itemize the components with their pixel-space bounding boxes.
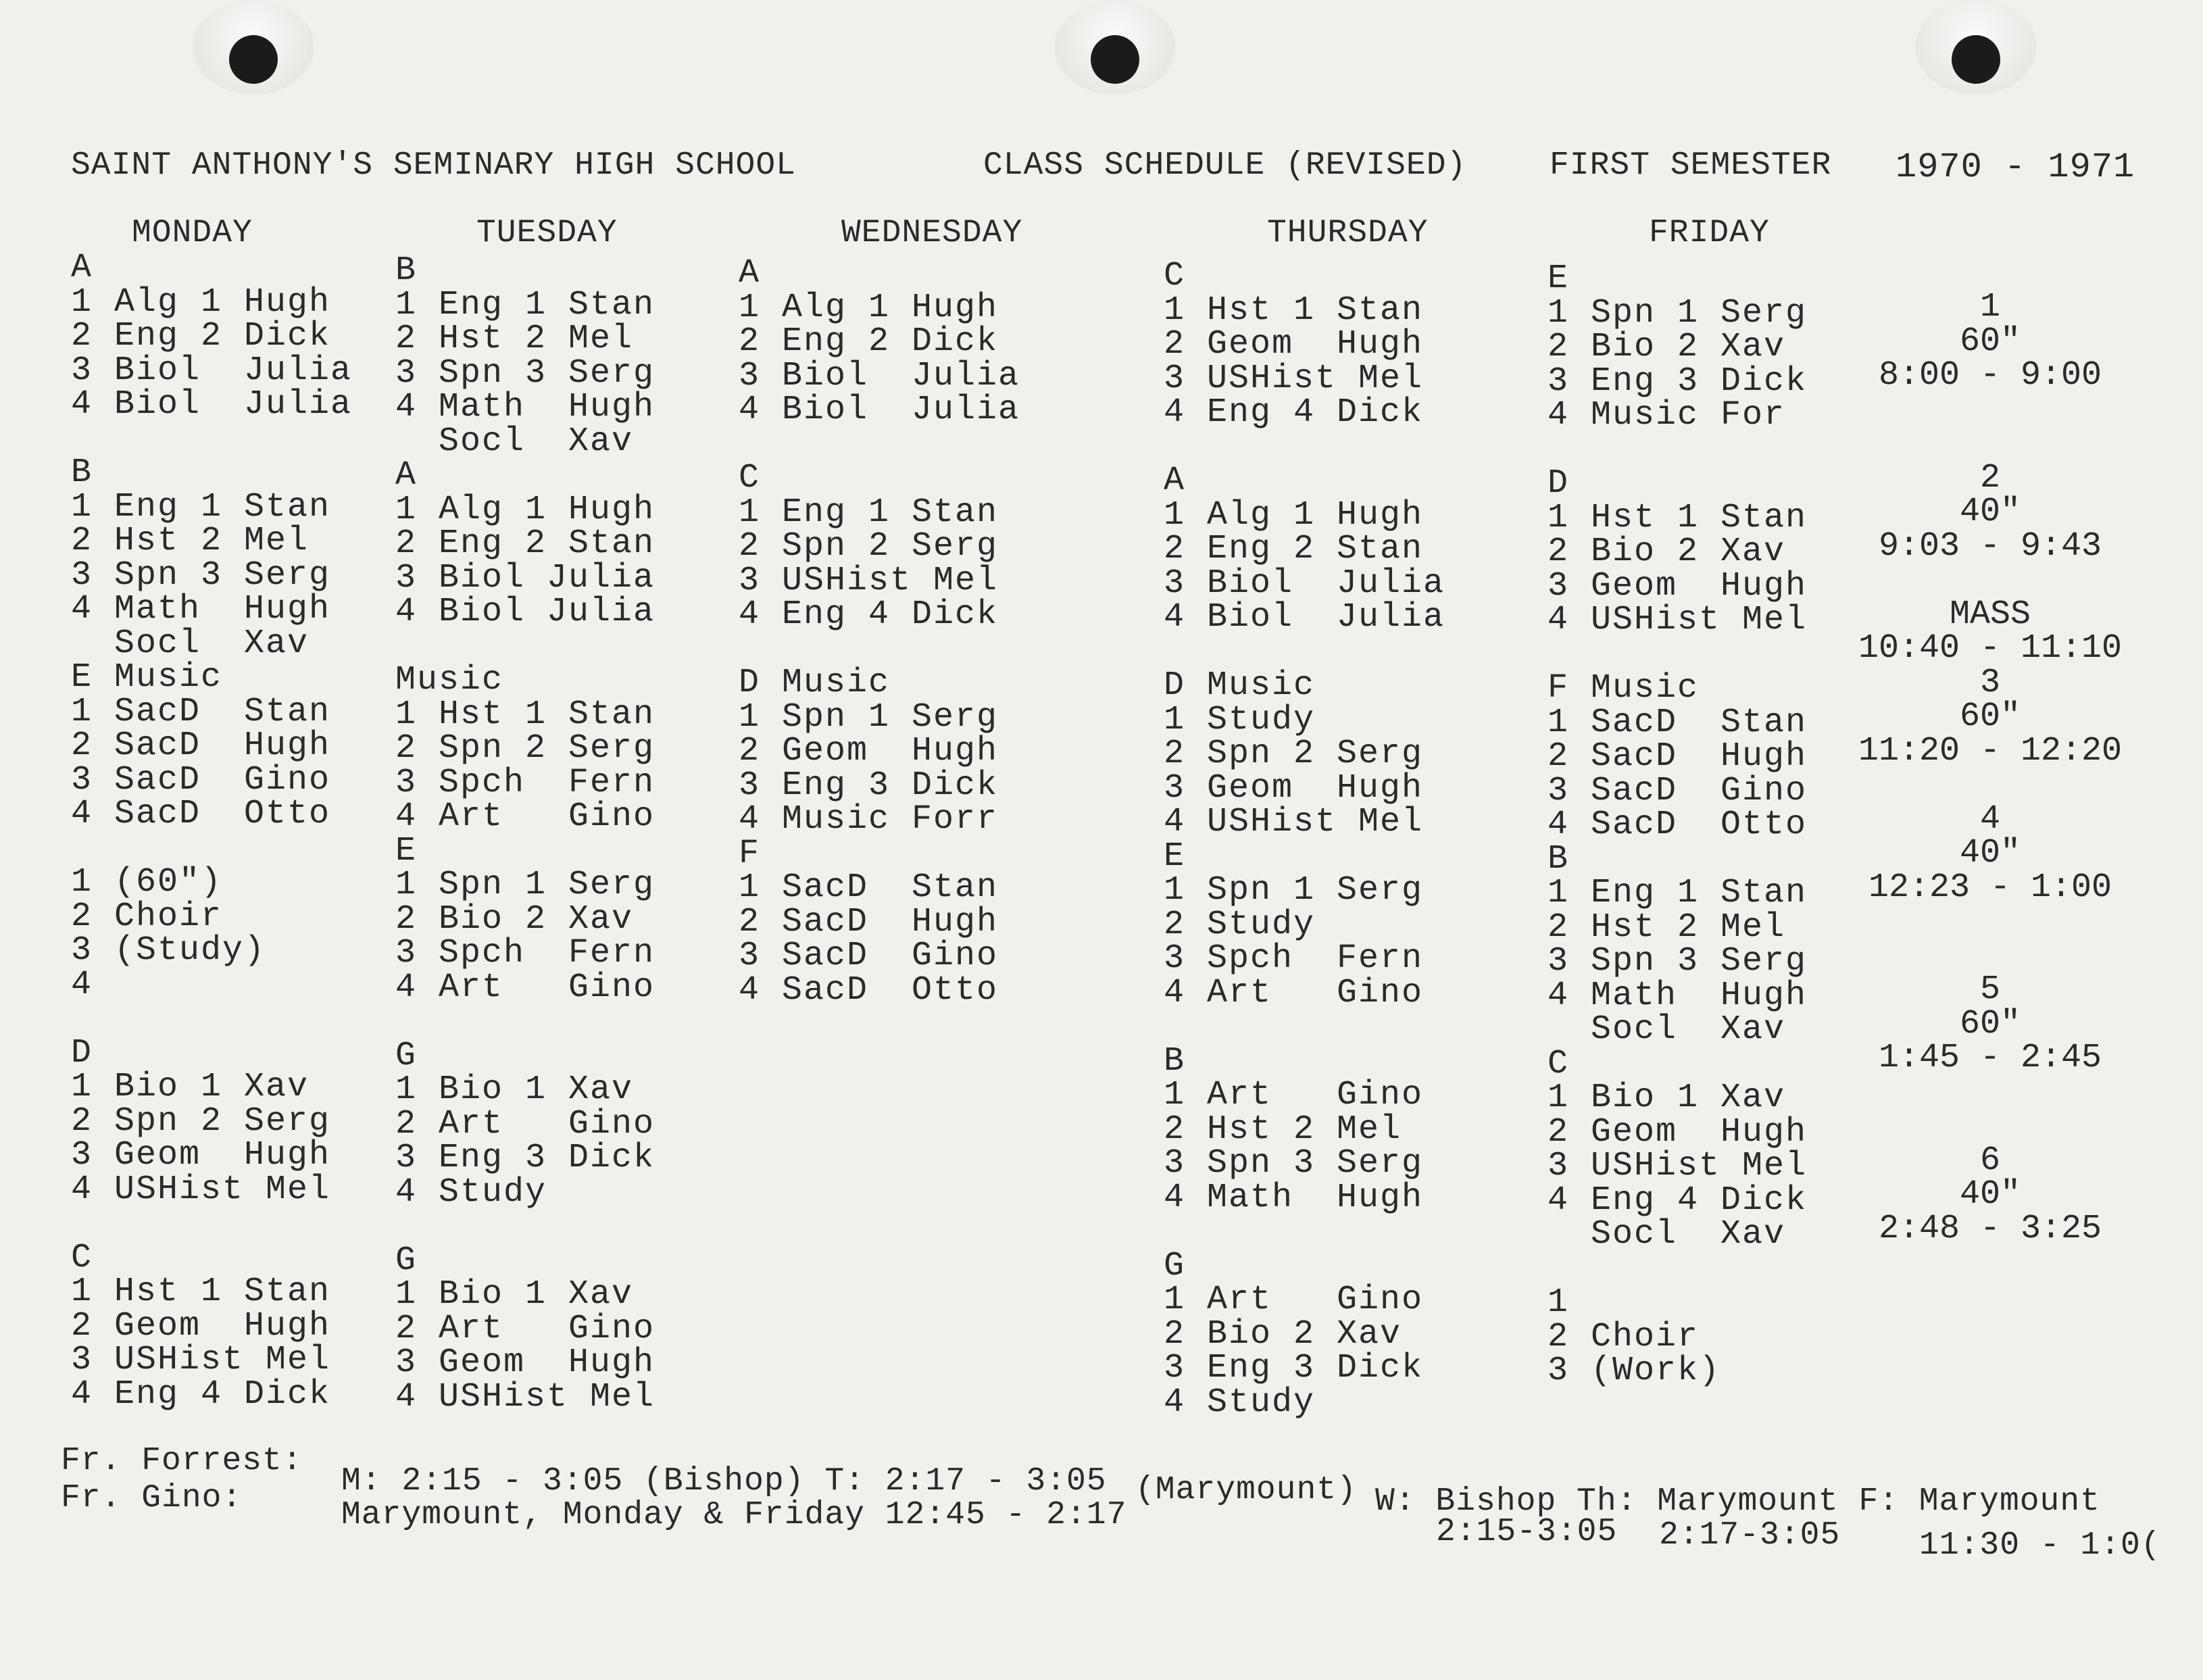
tuesday-schedule-line: 2 Bio 2 Xav — [395, 899, 634, 939]
wednesday-schedule — [739, 254, 1020, 1010]
wednesday-schedule-line: 1 Eng 1 Stan — [739, 493, 999, 532]
tuesday-schedule-line: G — [395, 1241, 418, 1280]
thursday-schedule-line: 2 Hst 2 Mel — [1164, 1110, 1402, 1149]
monday-schedule-line: 3 Biol Julia — [71, 351, 353, 390]
thursday-schedule-line: 1 Hst 1 Stan — [1164, 291, 1424, 330]
monday-schedule-line: 4 SacD Otto — [71, 795, 331, 833]
monday-schedule-line: C — [71, 1238, 93, 1277]
friday-schedule-line: 1 SacD Stan — [1548, 703, 1808, 742]
tuesday-schedule-line: 2 Eng 2 Stan — [395, 524, 655, 563]
monday-schedule-line: 2 Geom Hugh — [71, 1306, 331, 1345]
monday-schedule-line: 2 Choir — [71, 897, 223, 936]
thursday-schedule-line: 3 Spch Fern — [1164, 939, 1424, 978]
schedule-title: CLASS SCHEDULE (REVISED) — [983, 147, 1467, 184]
tuesday-schedule-line — [395, 630, 655, 664]
footer-gino-text: Marymount, Monday & Friday 12:45 - 2:17 — [341, 1497, 1127, 1533]
friday-schedule-line: 1 Eng 1 Stan — [1548, 874, 1808, 912]
friday-schedule-line: Socl Xav — [1548, 1010, 1786, 1049]
thursday-schedule-line: 3 Geom Hugh — [1164, 768, 1424, 808]
tuesday-schedule-line: 4 Art Gino — [395, 797, 655, 836]
tuesday-schedule-line: E — [395, 831, 418, 870]
monday-schedule — [71, 251, 352, 1412]
monday-schedule-line: 1 Hst 1 Stan — [71, 1273, 331, 1311]
tuesday-schedule-line: 2 Spn 2 Serg — [395, 729, 655, 768]
monday-schedule-line — [71, 422, 352, 457]
wednesday-schedule-line: A — [739, 254, 761, 293]
thursday-schedule-line: 2 Study — [1164, 905, 1316, 944]
thursday-schedule-line: 3 Spn 3 Serg — [1164, 1144, 1424, 1183]
thursday-schedule-line: 2 Geom Hugh — [1164, 325, 1424, 364]
thursday-schedule-line: 2 Eng 2 Stan — [1164, 530, 1424, 568]
monday-schedule-line: 3 (Study) — [71, 931, 266, 970]
period-time-line — [1831, 564, 2149, 598]
tuesday-schedule-line: 3 Spn 3 Serg — [395, 353, 655, 393]
monday-schedule-line: 1 Bio 1 Xav — [71, 1068, 310, 1106]
monday-schedule-line — [71, 1207, 352, 1241]
monday-schedule-line — [71, 1002, 352, 1037]
monday-schedule-line: 2 Spn 2 Serg — [71, 1102, 331, 1141]
footer-w-th-f: W: Bishop Th: Marymount F: Marymount — [1375, 1483, 2100, 1520]
friday-schedule-line: C — [1548, 1044, 1570, 1083]
friday-schedule-line: F Music — [1548, 669, 1700, 708]
wednesday-schedule-line: 2 Geom Hugh — [739, 732, 999, 770]
period-time-line: MASS — [1949, 595, 2031, 634]
footer-forrest-label: Fr. Forrest: — [61, 1443, 303, 1479]
monday-schedule-line: 1 Eng 1 Stan — [71, 487, 331, 526]
period-time-line: 4 — [1979, 799, 2000, 839]
monday-schedule-line: Socl Xav — [71, 624, 310, 663]
wednesday-schedule-line: 1 Alg 1 Hugh — [739, 288, 999, 327]
friday-schedule-line: 2 Bio 2 Xav — [1548, 533, 1786, 571]
friday-schedule-line: 4 USHist Mel — [1548, 601, 1808, 639]
thursday-schedule-line: 3 Eng 3 Dick — [1164, 1349, 1424, 1387]
period-time-line: 5 — [1979, 970, 2000, 1009]
friday-schedule-line: E — [1548, 260, 1570, 298]
period-time-line: 40" — [1959, 834, 2021, 872]
tuesday-schedule-line: 3 Eng 3 Dick — [395, 1139, 655, 1177]
friday-schedule-line: 1 Hst 1 Stan — [1548, 498, 1808, 537]
punch-hole-center — [1054, 0, 1176, 95]
friday-schedule-line: 4 SacD Otto — [1548, 806, 1808, 844]
wednesday-schedule-line — [739, 428, 1020, 462]
footer-forrest-mt: M: 2:15 - 3:05 (Bishop) T: 2:17 - 3:05 — [341, 1463, 1107, 1500]
tuesday-schedule-line: B — [395, 251, 418, 290]
tuesday-schedule — [395, 251, 655, 1416]
friday-schedule-line: 4 Music For — [1548, 396, 1786, 435]
tuesday-schedule-line: 1 Spn 1 Serg — [395, 866, 655, 904]
monday-schedule-line: B — [71, 453, 93, 492]
thursday-schedule-line: C — [1164, 257, 1186, 295]
monday-schedule-line: 3 USHist Mel — [71, 1341, 331, 1379]
friday-schedule-line: 3 Spn 3 Serg — [1548, 942, 1808, 981]
tuesday-schedule-line — [395, 1210, 655, 1244]
monday-schedule-line: A — [71, 249, 93, 287]
thursday-schedule-line: G — [1164, 1246, 1186, 1285]
footer-gino-label: Fr. Gino: — [61, 1480, 243, 1516]
punch-hole-left — [193, 0, 314, 95]
tuesday-schedule-line: G — [395, 1036, 418, 1075]
friday-schedule-line: 1 Bio 1 Xav — [1548, 1079, 1786, 1117]
friday-schedule-line: 3 USHist Mel — [1548, 1147, 1808, 1185]
period-time-line: 40" — [1959, 1175, 2021, 1214]
tuesday-schedule-line: 2 Hst 2 Mel — [395, 320, 634, 358]
thursday-schedule-line: 1 Spn 1 Serg — [1164, 871, 1424, 910]
thursday-schedule-line: 1 Study — [1164, 700, 1316, 739]
tuesday-schedule-line: 4 USHist Mel — [395, 1377, 655, 1416]
friday-schedule-line — [1548, 433, 1807, 468]
thursday-schedule-line — [1164, 635, 1445, 670]
thursday-schedule-line: D Music — [1164, 666, 1316, 705]
wednesday-schedule-line: D Music — [739, 664, 891, 702]
period-time-line — [1831, 1110, 2149, 1144]
period-time-line: 6 — [1979, 1141, 2000, 1180]
period-time-line — [1831, 427, 2149, 462]
wednesday-schedule-line: C — [739, 459, 761, 497]
monday-schedule-line: 3 Geom Hugh — [71, 1136, 331, 1175]
tuesday-schedule-line: 1 Alg 1 Hugh — [395, 490, 655, 529]
period-time-line: 60" — [1959, 322, 2021, 361]
thursday-schedule-line: A — [1164, 462, 1186, 500]
day-heading-friday: FRIDAY — [1649, 215, 1770, 251]
school-years: 1970 - 1971 — [1896, 147, 2135, 187]
friday-schedule-line: 3 SacD Gino — [1548, 771, 1808, 810]
tuesday-schedule-line: 1 Bio 1 Xav — [395, 1070, 634, 1109]
period-time-line — [1831, 393, 2149, 428]
thursday-schedule-line: E — [1164, 837, 1186, 876]
thursday-schedule-line: 3 Biol Julia — [1164, 564, 1445, 603]
tuesday-schedule-line: 3 Spch Fern — [395, 934, 655, 972]
tuesday-schedule-line — [395, 1005, 655, 1039]
monday-schedule-line: 4 Math Hugh — [71, 590, 331, 628]
monday-schedule-line — [71, 832, 352, 866]
monday-schedule-line: 4 Biol Julia — [71, 385, 353, 424]
thursday-schedule-line: B — [1164, 1041, 1186, 1081]
friday-schedule-line: 4 Eng 4 Dick — [1548, 1181, 1808, 1220]
period-time-line: 10:40 - 11:10 — [1858, 629, 2123, 668]
wednesday-schedule-line: 4 Eng 4 Dick — [739, 595, 999, 634]
thursday-schedule-line: 1 Art Gino — [1164, 1281, 1424, 1319]
monday-schedule-line: D — [71, 1033, 93, 1072]
wednesday-schedule-line: 2 SacD Hugh — [739, 902, 999, 941]
period-time-line: 40" — [1959, 493, 2021, 531]
footer-f-time: 11:30 - 1:0( — [1919, 1527, 2161, 1564]
thursday-schedule-line: 2 Spn 2 Serg — [1164, 735, 1424, 773]
period-time-line — [1831, 905, 2149, 939]
tuesday-schedule-line: 3 Geom Hugh — [395, 1343, 655, 1382]
period-time-line: 2 — [1979, 458, 2000, 497]
wednesday-schedule-line: 4 Biol Julia — [739, 391, 1020, 429]
friday-schedule-line: 1 — [1548, 1283, 1570, 1322]
tuesday-schedule-line: 1 Hst 1 Stan — [395, 695, 655, 734]
wednesday-schedule-line: 4 SacD Otto — [739, 970, 999, 1010]
tuesday-schedule-line: 1 Eng 1 Stan — [395, 285, 655, 324]
monday-schedule-line: E Music — [71, 658, 223, 697]
footer-th-time: 2:17-3:05 — [1659, 1517, 1841, 1554]
wednesday-schedule-line: 3 USHist Mel — [739, 561, 999, 600]
friday-schedule-line: 4 Math Hugh — [1548, 976, 1808, 1015]
thursday-schedule-line — [1164, 1010, 1445, 1045]
footer-w-time: 2:15-3:05 — [1436, 1514, 1618, 1550]
thursday-schedule-line — [1164, 430, 1445, 465]
friday-schedule-line: 3 Eng 3 Dick — [1548, 362, 1808, 401]
period-times — [1831, 288, 2149, 1248]
monday-schedule-line: 3 SacD Gino — [71, 760, 331, 799]
tuesday-schedule-line: 2 Art Gino — [395, 1104, 655, 1143]
monday-schedule-line: 1 Alg 1 Hugh — [71, 282, 331, 322]
thursday-schedule-line: 4 Math Hugh — [1164, 1178, 1424, 1217]
wednesday-schedule-line: 1 Spn 1 Serg — [739, 697, 999, 737]
period-time-line: 2:48 - 3:25 — [1878, 1209, 2102, 1248]
period-time-line: 60" — [1959, 697, 2021, 736]
thursday-schedule-line: 2 Bio 2 Xav — [1164, 1314, 1402, 1354]
friday-schedule-line: D — [1548, 464, 1570, 503]
tuesday-schedule-line: 3 Biol Julia — [395, 558, 655, 597]
day-heading-monday: MONDAY — [132, 215, 253, 251]
period-time-line — [1831, 939, 2149, 974]
period-time-line: 11:20 - 12:20 — [1858, 731, 2123, 770]
monday-schedule-line: 2 Eng 2 Dick — [71, 317, 331, 355]
monday-schedule-line: 4 — [71, 965, 93, 1004]
period-time-line — [1831, 768, 2149, 803]
period-time-line: 3 — [1979, 663, 2000, 702]
friday-schedule-line — [1548, 1252, 1807, 1287]
punch-hole-right — [1915, 0, 2037, 95]
wednesday-schedule-line: 2 Eng 2 Dick — [739, 322, 999, 361]
friday-schedule-line: 2 Bio 2 Xav — [1548, 328, 1786, 366]
school-name: SAINT ANTHONY'S SEMINARY HIGH SCHOOL — [71, 147, 796, 184]
wednesday-schedule-line: 3 Eng 3 Dick — [739, 766, 999, 805]
thursday-schedule-line: 4 USHist Mel — [1164, 803, 1424, 841]
day-heading-wednesday: WEDNESDAY — [841, 215, 1023, 251]
wednesday-schedule-line — [739, 633, 1020, 667]
friday-schedule-line: 1 Spn 1 Serg — [1548, 293, 1808, 332]
wednesday-schedule-line: 2 Spn 2 Serg — [739, 527, 999, 566]
period-time-line: 1 — [1979, 288, 2000, 326]
wednesday-schedule-line: 3 SacD Gino — [739, 937, 999, 975]
tuesday-schedule-line: 4 Biol Julia — [395, 593, 655, 631]
thursday-schedule-line: 4 Biol Julia — [1164, 598, 1445, 637]
tuesday-schedule-line: 1 Bio 1 Xav — [395, 1275, 634, 1314]
monday-schedule-line: 1 SacD Stan — [71, 692, 331, 731]
friday-schedule-line: 2 Geom Hugh — [1548, 1112, 1808, 1152]
thursday-schedule-line: 4 Eng 4 Dick — [1164, 393, 1424, 432]
friday-schedule-line — [1548, 638, 1807, 672]
friday-schedule — [1548, 262, 1807, 1389]
semester: FIRST SEMESTER — [1550, 147, 1832, 184]
thursday-schedule-line: 4 Study — [1164, 1383, 1316, 1422]
day-heading-tuesday: TUESDAY — [476, 215, 618, 251]
period-time-line: 9:03 - 9:43 — [1878, 526, 2102, 566]
period-time-line: 8:00 - 9:00 — [1878, 356, 2102, 395]
friday-schedule-line: 2 SacD Hugh — [1548, 737, 1808, 776]
thursday-schedule-line: 1 Art Gino — [1164, 1076, 1424, 1114]
thursday-schedule — [1164, 257, 1445, 1422]
wednesday-schedule-line: 1 SacD Stan — [739, 868, 999, 907]
period-time-line: 60" — [1959, 1004, 2021, 1043]
footer-marymount: (Marymount) — [1135, 1472, 1357, 1508]
monday-schedule-line: 4 USHist Mel — [71, 1170, 331, 1209]
monday-schedule-line: 1 (60") — [71, 863, 223, 901]
friday-schedule-line: 3 Geom Hugh — [1548, 566, 1808, 606]
friday-schedule-line: B — [1548, 839, 1570, 879]
tuesday-schedule-line: 4 Study — [395, 1172, 547, 1212]
monday-schedule-line: 2 Hst 2 Mel — [71, 522, 310, 560]
period-time-line: 1:45 - 2:45 — [1878, 1039, 2102, 1077]
period-time-line: 12:23 - 1:00 — [1868, 868, 2112, 907]
wednesday-schedule-line: F — [739, 834, 761, 873]
thursday-schedule-line: 1 Alg 1 Hugh — [1164, 495, 1424, 535]
friday-schedule-line: 2 Choir — [1548, 1317, 1700, 1356]
wednesday-schedule-line: 4 Music Forr — [739, 800, 999, 839]
tuesday-schedule-line: 2 Art Gino — [395, 1309, 655, 1348]
tuesday-schedule-line: Music — [395, 661, 504, 699]
tuesday-schedule-line: 3 Spch Fern — [395, 763, 655, 802]
monday-schedule-line: 2 SacD Hugh — [71, 726, 331, 765]
friday-schedule-line: 3 (Work) — [1548, 1352, 1721, 1390]
thursday-schedule-line: 4 Art Gino — [1164, 973, 1424, 1012]
thursday-schedule-line — [1164, 1215, 1445, 1250]
thursday-schedule-line: 3 USHist Mel — [1164, 359, 1424, 398]
day-heading-thursday: THURSDAY — [1267, 215, 1429, 251]
tuesday-schedule-line: A — [395, 456, 418, 495]
monday-schedule-line: 3 Spn 3 Serg — [71, 555, 331, 595]
period-time-line — [1831, 1076, 2149, 1110]
wednesday-schedule-line: 3 Biol Julia — [739, 356, 1020, 395]
friday-schedule-line: 2 Hst 2 Mel — [1548, 908, 1786, 947]
friday-schedule-line: Socl Xav — [1548, 1215, 1786, 1254]
monday-schedule-line: 4 Eng 4 Dick — [71, 1375, 331, 1414]
tuesday-schedule-line: 4 Art Gino — [395, 968, 655, 1007]
tuesday-schedule-line: 4 Math Hugh — [395, 388, 655, 426]
tuesday-schedule-line: Socl Xav — [395, 422, 634, 461]
